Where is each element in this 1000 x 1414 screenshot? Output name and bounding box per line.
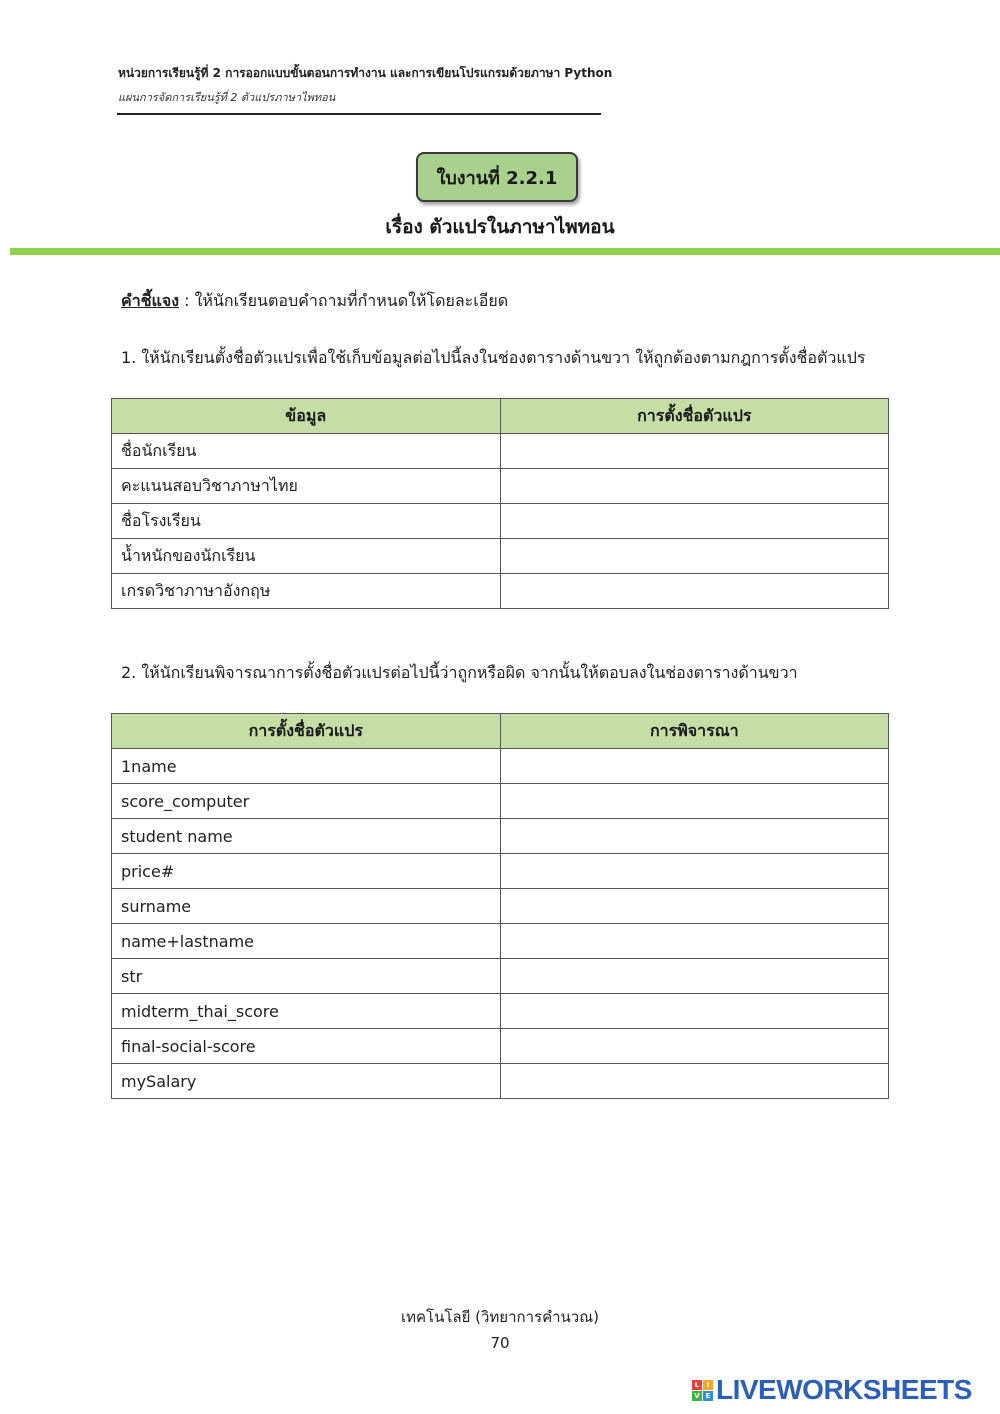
variable-name-cell: score_computer — [112, 784, 501, 819]
table-row — [112, 434, 889, 469]
table-row — [112, 574, 889, 609]
answer-cell[interactable] — [500, 994, 889, 1029]
data-cell: ชื่อโรงเรียน — [112, 504, 501, 539]
table-row — [112, 1029, 889, 1064]
table-header-row — [112, 714, 889, 749]
table-row — [112, 504, 889, 539]
variable-check-table — [111, 713, 889, 1099]
answer-cell[interactable] — [500, 539, 889, 574]
logo-letter: L — [692, 1380, 702, 1390]
unit-heading: หน่วยการเรียนรู้ที่ 2 การออกแบบขั้นตอนการทำงาน และการเขียนโปรแกรมด้วยภาษา Python — [118, 66, 613, 80]
variable-name-cell: price# — [112, 854, 501, 889]
answer-cell[interactable] — [500, 574, 889, 609]
logo-letter: V — [692, 1391, 702, 1401]
table-row — [112, 994, 889, 1029]
table-header-row — [112, 399, 889, 434]
logo-letter: I — [703, 1380, 713, 1390]
answer-cell[interactable] — [500, 924, 889, 959]
column-header-variable-name: การตั้งชื่อตัวแปร — [500, 399, 889, 434]
answer-cell[interactable] — [500, 889, 889, 924]
table-row — [112, 924, 889, 959]
answer-cell[interactable] — [500, 504, 889, 539]
variable-naming-table — [111, 398, 889, 609]
table-row — [112, 749, 889, 784]
table-row — [112, 819, 889, 854]
liveworksheets-logo — [692, 1374, 972, 1406]
answer-cell[interactable] — [500, 469, 889, 504]
answer-cell[interactable] — [500, 1064, 889, 1099]
section-divider — [10, 248, 1000, 255]
column-header-data: ข้อมูล — [112, 399, 501, 434]
answer-cell[interactable] — [500, 854, 889, 889]
worksheet-subtitle: เรื่อง ตัวแปรในภาษาไพทอน — [385, 216, 615, 238]
table-row — [112, 959, 889, 994]
data-cell: น้ำหนักของนักเรียน — [112, 539, 501, 574]
worksheet-title-box — [416, 152, 578, 202]
variable-name-cell: student name — [112, 819, 501, 854]
answer-cell[interactable] — [500, 749, 889, 784]
logo-mark-icon — [692, 1380, 713, 1401]
variable-name-cell: name+lastname — [112, 924, 501, 959]
variable-name-cell: surname — [112, 889, 501, 924]
data-cell: คะแนนสอบวิชาภาษาไทย — [112, 469, 501, 504]
table-row — [112, 1064, 889, 1099]
instruction — [121, 289, 508, 314]
answer-cell[interactable] — [500, 784, 889, 819]
answer-cell[interactable] — [500, 434, 889, 469]
logo-text: LIVEWORKSHEETS — [716, 1374, 972, 1405]
question-1: 1. ให้นักเรียนตั้งชื่อตัวแปรเพื่อใช้เก็บข้อมูลต่อไปนี้ลงในช่องตารางด้านขวา ให้ถูกต้องตามกฎการตั้งชื่อตัวแปร — [121, 348, 866, 367]
data-cell: เกรดวิชาภาษาอังกฤษ — [112, 574, 501, 609]
table-row — [112, 889, 889, 924]
instruction-text: : ให้นักเรียนตอบคำถามที่กำหนดให้โดยละเอียด — [179, 291, 509, 310]
column-header-judgement: การพิจารณา — [500, 714, 889, 749]
variable-name-cell: str — [112, 959, 501, 994]
worksheet-title: ใบงานที่ 2.2.1 — [436, 167, 558, 189]
table-row — [112, 784, 889, 819]
data-cell: ชื่อนักเรียน — [112, 434, 501, 469]
column-header-variable-name: การตั้งชื่อตัวแปร — [112, 714, 501, 749]
plan-subheading: แผนการจัดการเรียนรู้ที่ 2 ตัวแปรภาษาไพทอน — [118, 91, 336, 104]
table-row — [112, 854, 889, 889]
answer-cell[interactable] — [500, 959, 889, 994]
answer-cell[interactable] — [500, 819, 889, 854]
variable-name-cell: mySalary — [112, 1064, 501, 1099]
variable-name-cell: midterm_thai_score — [112, 994, 501, 1029]
variable-name-cell: final-social-score — [112, 1029, 501, 1064]
answer-cell[interactable] — [500, 1029, 889, 1064]
logo-letter: E — [703, 1391, 713, 1401]
variable-name-cell: 1name — [112, 749, 501, 784]
table-row — [112, 469, 889, 504]
header-divider — [117, 113, 601, 115]
page-number: 70 — [490, 1334, 510, 1352]
instruction-label: คำชี้แจง — [121, 291, 180, 310]
question-2: 2. ให้นักเรียนพิจารณาการตั้งชื่อตัวแปรต่อไปนี้ว่าถูกหรือผิด จากนั้นให้ตอบลงในช่องตารางด้านขวา — [121, 663, 798, 682]
footer-subject: เทคโนโลยี (วิทยาการคำนวณ) — [400, 1308, 599, 1326]
table-row — [112, 539, 889, 574]
